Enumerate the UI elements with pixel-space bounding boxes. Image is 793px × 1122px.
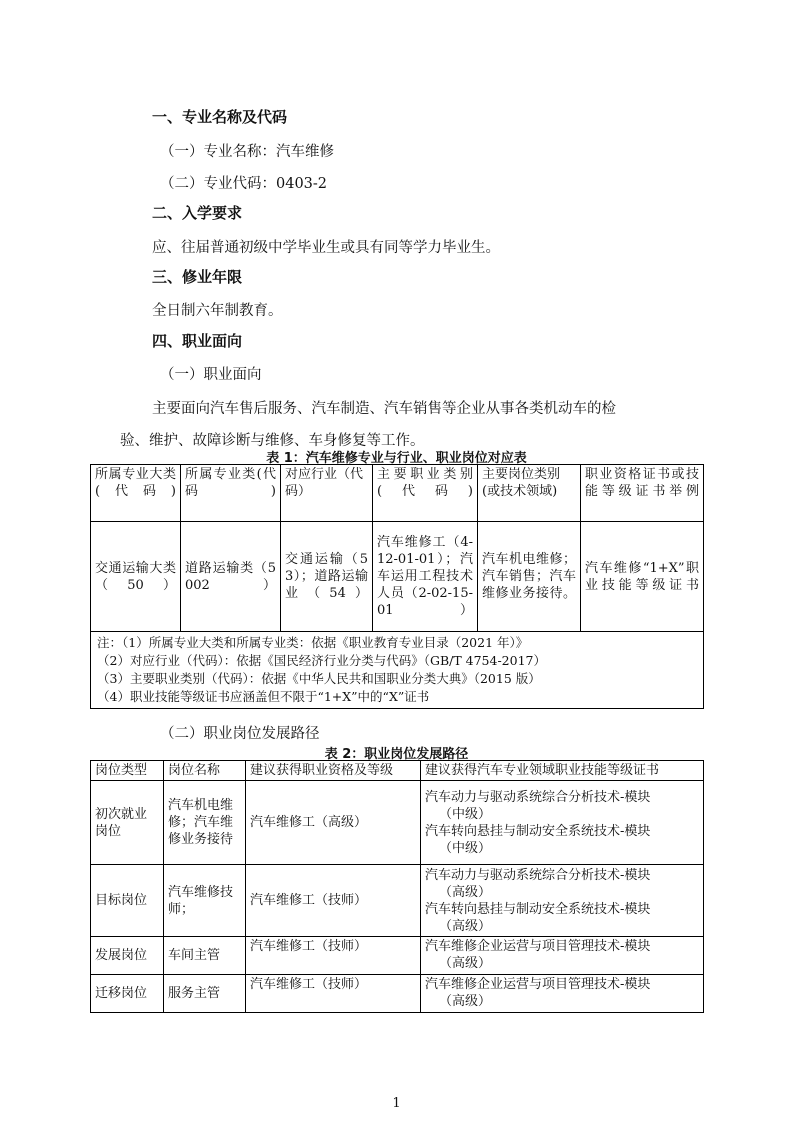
table1-note: 注：（1）所属专业大类和所属专业类：依据《职业教育专业目录（2021 年）》 [97, 635, 529, 650]
certificate-level: （高级） [439, 918, 492, 934]
table2-header-cell: 岗位类型 [91, 761, 164, 781]
certificates [421, 975, 704, 1013]
major-code: （二）专业代码：0403-2 [160, 176, 328, 192]
certificate: 汽车动力与驱动系统综合分析技术-模块 [425, 867, 651, 883]
table1-note: （3）主要职业类别（代码）：依据《中华人民共和国职业分类大典》（2015 版） [97, 671, 541, 686]
table1-cell: 交通运输（53）；道路运输业（54） [281, 522, 373, 632]
section-1-heading: 一、专业名称及代码 [152, 108, 288, 126]
table1-notes-row [91, 632, 704, 709]
table2-row [91, 937, 704, 975]
career-paragraph-line1: 主要面向汽车售后服务、汽车制造、汽车销售等企业从事各类机动车的检 [152, 401, 616, 417]
table1 [90, 464, 704, 709]
position-type: 发展岗位 [91, 937, 164, 975]
table1-row [91, 522, 704, 632]
table2 [90, 760, 704, 1013]
table1-cell: 汽车维修“1+X”职业技能等级证书 [581, 522, 704, 632]
table1-header-row [91, 465, 704, 522]
table2-row [91, 781, 704, 865]
section-2-heading: 二、入学要求 [152, 204, 243, 222]
certificate-level: （高级） [439, 956, 492, 971]
table1-header-cell: 所属专业大类(代码) [91, 465, 181, 522]
career-paragraph-line2: 验、维护、故障诊断与维修、车身修复等工作。 [120, 433, 425, 449]
duration-text: 全日制六年制教育。 [152, 303, 283, 319]
qualification: 汽车维修工（高级） [246, 781, 421, 865]
position-type: 初次就业岗位 [91, 781, 164, 865]
certificate: 汽车转向悬挂与制动安全系统技术-模块 [425, 823, 651, 839]
table1-header-cell: 主要职业类别(代码) [373, 465, 478, 522]
qualification: 汽车维修工（技师） [246, 865, 421, 937]
table2-header-cell: 建议获得职业资格及等级 [246, 761, 421, 781]
table1-caption: 表 1：汽车维修专业与行业、职业岗位对应表 [266, 451, 527, 466]
table1-note: （4）职业技能等级证书应涵盖但不限于“1+X”中的“X”证书 [97, 689, 430, 704]
certificate-level: （高级） [439, 884, 492, 900]
certificate: 汽车维修企业运营与项目管理技术-模块 [425, 939, 651, 954]
table2-row [91, 865, 704, 937]
certificates [421, 781, 704, 865]
table1-header-cell: 职业资格证书或技能等级证书举例 [581, 465, 704, 522]
position-type: 目标岗位 [91, 865, 164, 937]
section-4-heading: 四、职业面向 [152, 332, 243, 350]
certificate: 汽车转向悬挂与制动安全系统技术-模块 [425, 901, 651, 917]
certificate-level: （中级） [439, 840, 492, 856]
table2-header-cell: 建议获得汽车专业领域职业技能等级证书 [421, 761, 704, 781]
position-name: 车间主管 [164, 937, 246, 975]
table1-header-cell: 所属专业类(代码) [181, 465, 281, 522]
subsection-career-path: （二）职业岗位发展路径 [160, 726, 320, 742]
major-name: （一）专业名称：汽车维修 [160, 144, 334, 160]
certificate-level: （中级） [439, 806, 492, 822]
table2-header-row [91, 761, 704, 781]
table2-header-cell: 岗位名称 [164, 761, 246, 781]
position-name: 汽车维修技师； [164, 865, 246, 937]
subsection-career: （一）职业面向 [160, 367, 262, 383]
table1-cell: 交通运输大类（50） [91, 522, 181, 632]
position-name: 服务主管 [164, 975, 246, 1013]
certificates [421, 937, 704, 975]
certificates [421, 865, 704, 937]
table1-header-cell: 主要岗位类别(或技术领域) [478, 465, 581, 522]
table1-note: （2）对应行业（代码）：依据《国民经济行业分类与代码》（GB/T 4754-2017） [97, 653, 546, 668]
position-name: 汽车机电维修；汽车维修业务接待 [164, 781, 246, 865]
table2-caption: 表 2：职业岗位发展路径 [324, 747, 469, 762]
table1-cell: 汽车维修工（4-12-01-01）；汽车运用工程技术人员（2-02-15-01） [373, 522, 478, 632]
qualification: 汽车维修工（技师） [246, 975, 421, 1013]
page-number: 1 [392, 1096, 401, 1111]
certificate: 汽车维修企业运营与项目管理技术-模块 [425, 977, 651, 992]
table1-cell: 道路运输类（5002） [181, 522, 281, 632]
position-type: 迁移岗位 [91, 975, 164, 1013]
certificate-level: （高级） [439, 994, 492, 1009]
table2-row [91, 975, 704, 1013]
section-3-heading: 三、修业年限 [152, 268, 243, 286]
certificate: 汽车动力与驱动系统综合分析技术-模块 [425, 789, 651, 805]
table1-header-cell: 对应行业（代码） [281, 465, 373, 522]
table1-cell: 汽车机电维修；汽车销售；汽车维修业务接待。 [478, 522, 581, 632]
qualification: 汽车维修工（技师） [246, 937, 421, 975]
table1-notes [91, 632, 704, 709]
admission-text: 应、往届普通初级中学毕业生或具有同等学力毕业生。 [152, 240, 500, 256]
